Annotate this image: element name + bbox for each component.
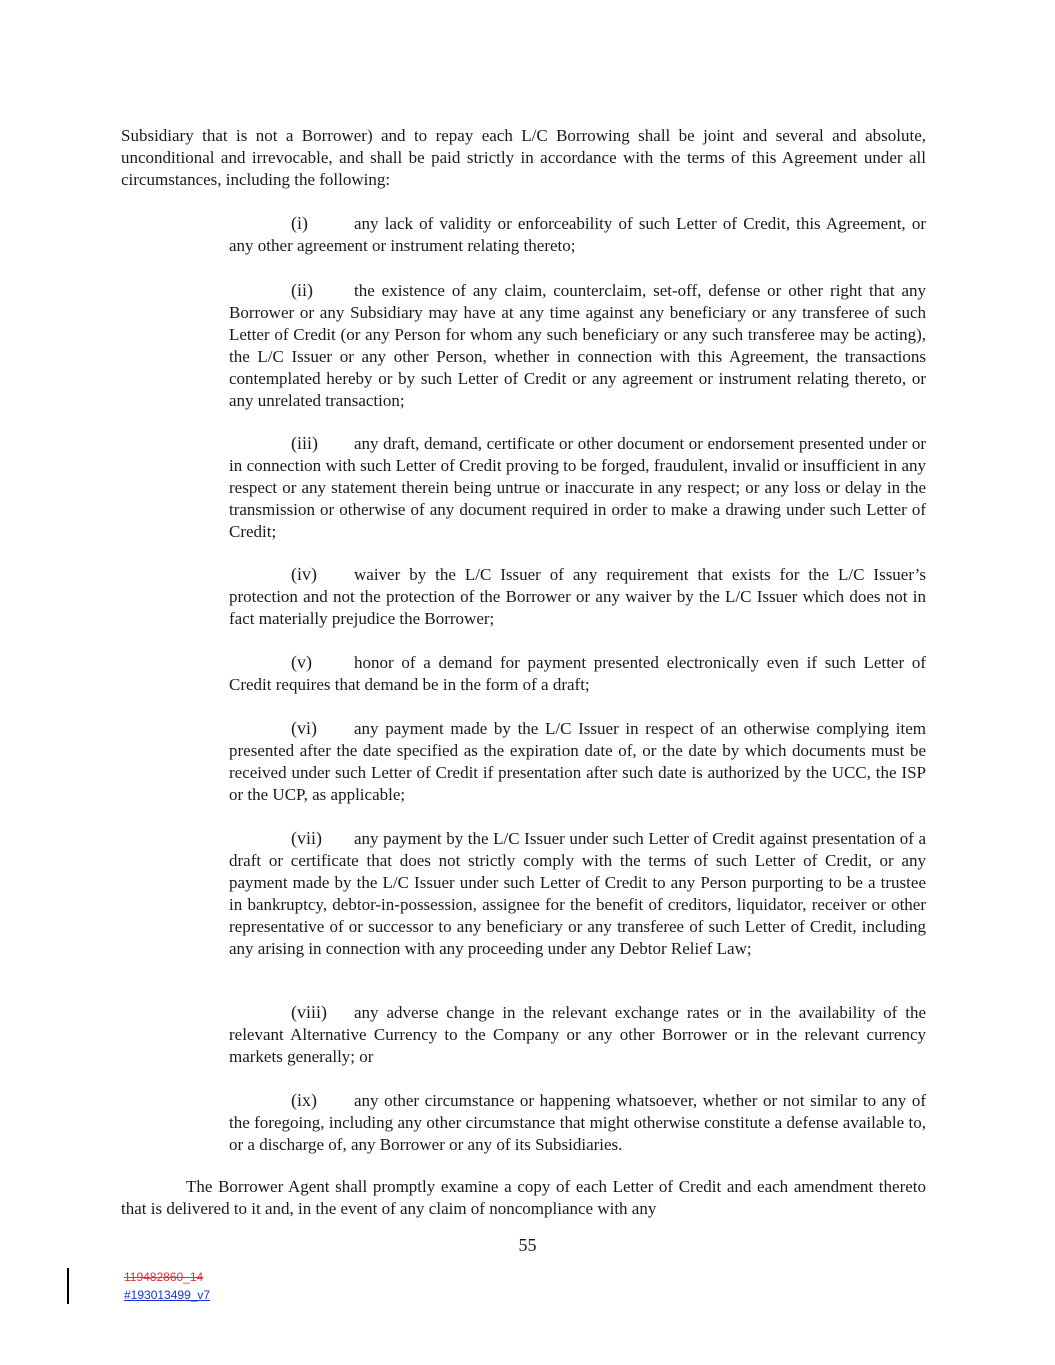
item-text: any draft, demand, certificate or other document or endorsement presented under or in connection with such Letter of Credit proving to be forged, fraudulent, invalid or insufficient in any respect or any statement therein being untrue or inaccurate in any respect; or any loss or delay in the transmission or otherwise of any document required in order to make a drawing under such Letter of Credit; — [229, 434, 926, 541]
list-item-vi — [229, 717, 926, 806]
item-text: any other circumstance or happening whatsoever, whether or not similar to any of the foregoing, including any other circumstance that might otherwise constitute a defense available to, or a discharge of, any Borrower or any of its Subsidiaries. — [229, 1091, 926, 1154]
change-bar — [67, 1268, 69, 1304]
item-text: the existence of any claim, counterclaim, set-off, defense or other right that any Borrower or any Subsidiary may have at any time against any beneficiary or any transferee of such Letter of Credit (or any Person for whom any such beneficiary or any such transferee may be acting), the L/C Issuer or any other Person, whether in connection with this Agreement, the transactions contemplated hereby or by such Letter of Credit or any agreement or instrument relating thereto, or any unrelated transaction; — [229, 281, 926, 410]
item-number: (iii) — [291, 433, 318, 453]
item-number: (ix) — [291, 1090, 317, 1110]
new-document-id: #193013499_v7 — [124, 1288, 211, 1302]
list-item-ii — [229, 279, 926, 412]
list-item-iii — [229, 432, 926, 543]
list-item-iv — [229, 563, 926, 630]
old-document-id: 119482860_14 — [124, 1270, 204, 1284]
item-number: (vii) — [291, 828, 322, 848]
item-text: any payment by the L/C Issuer under such Letter of Credit against presentation of a draft or certificate that does not strictly comply with the terms of such Letter of Credit, or any payment made by the L/C Issuer under such Letter of Credit to any Person purporting to be a trustee in bankruptcy, debtor-in-possession, assignee for the benefit of creditors, liquidator, receiver or other representative of or successor to any beneficiary or any transferee of such Letter of Credit, including any arising in connection with any proceeding under any Debtor Relief Law; — [229, 829, 926, 958]
closing-paragraph: The Borrower Agent shall promptly examine a copy of each Letter of Credit and each amendment thereto that is delivered to it and, in the event of any claim of noncompliance with any — [121, 1177, 926, 1218]
item-number: (viii) — [291, 1002, 327, 1022]
item-text: waiver by the L/C Issuer of any requirement that exists for the L/C Issuer’s protection and not the protection of the Borrower or any waiver by the L/C Issuer which does not in fact materially prejudice the Borrower; — [229, 565, 926, 628]
list-item-i — [229, 212, 926, 257]
item-text: any payment made by the L/C Issuer in respect of an otherwise complying item presented after the date specified as the expiration date of, or the date by which documents must be received under such Letter of Credit if presentation after such date is authorized by the UCC, the ISP or the UCP, as applicable; — [229, 719, 926, 804]
list-item-vii — [229, 827, 926, 960]
item-text: any adverse change in the relevant exchange rates or in the availability of the relevant Alternative Currency to the Company or any other Borrower or in the relevant currency markets generally; or — [229, 1003, 926, 1066]
item-number: (v) — [291, 652, 312, 672]
item-number: (iv) — [291, 564, 317, 584]
item-text: any lack of validity or enforceability of such Letter of Credit, this Agreement, or any other agreement or instrument relating thereto; — [229, 214, 926, 255]
intro-paragraph: Subsidiary that is not a Borrower) and to repay each L/C Borrowing shall be joint and several and absolute, unconditional and irrevocable, and shall be paid strictly in accordance with the terms of this Agreement under all circumstances, including the following: — [121, 126, 926, 189]
page-number: 55 — [518, 1235, 537, 1255]
list-item-ix — [229, 1089, 926, 1156]
item-number: (vi) — [291, 718, 317, 738]
item-text: honor of a demand for payment presented electronically even if such Letter of Credit requires that demand be in the form of a draft; — [229, 653, 926, 694]
item-number: (i) — [291, 213, 308, 233]
list-item-viii — [229, 1001, 926, 1068]
list-item-v — [229, 651, 926, 696]
item-number: (ii) — [291, 280, 313, 300]
